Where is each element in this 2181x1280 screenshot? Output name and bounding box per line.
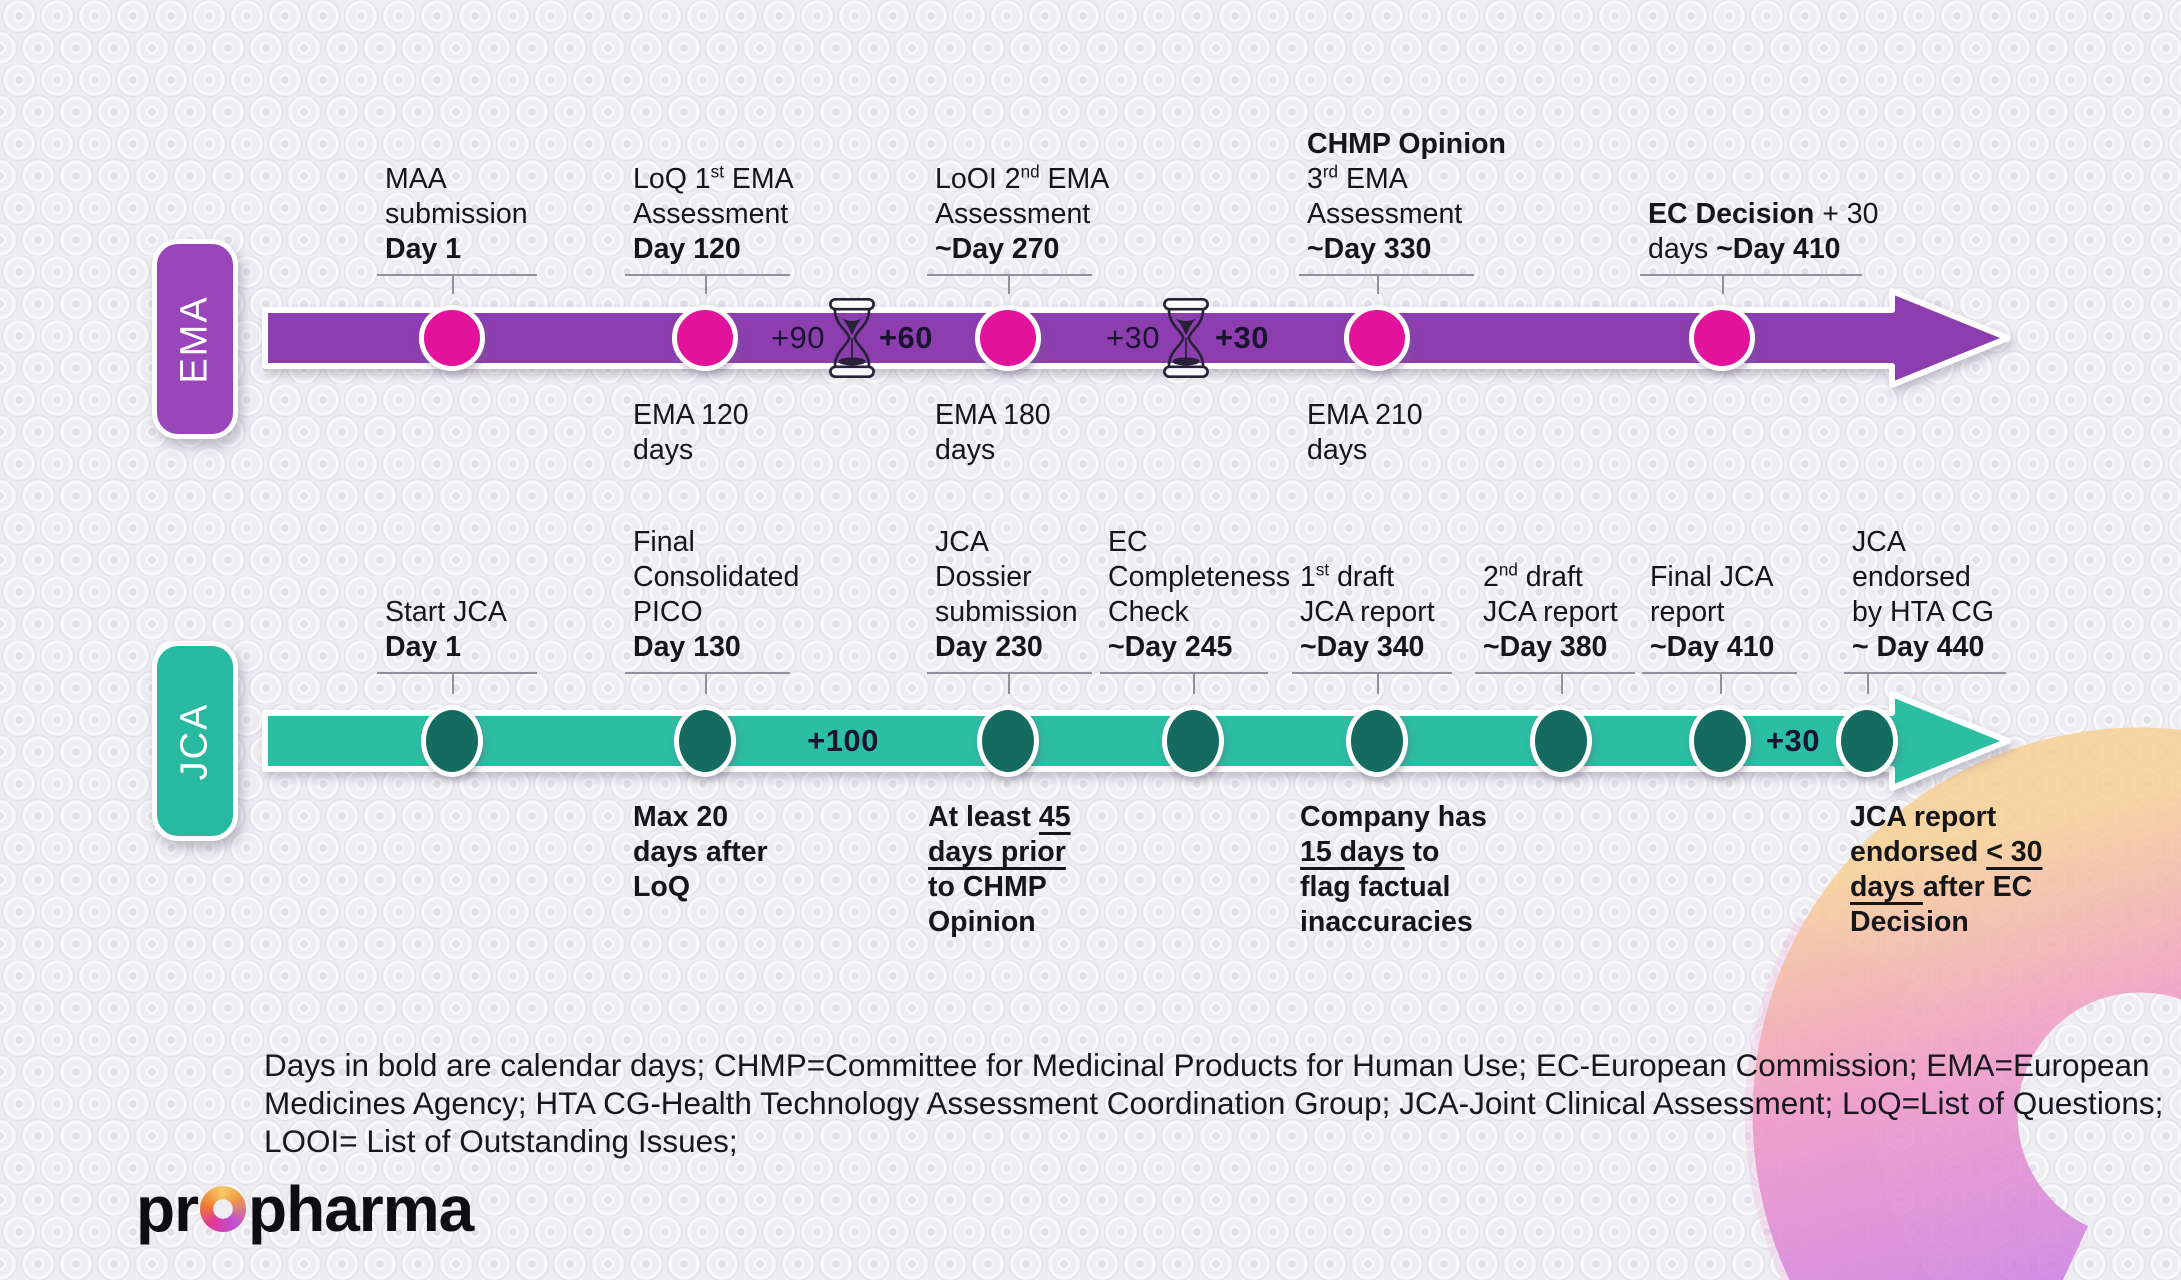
label-text: endorsed — [1850, 836, 1987, 868]
hourglass-icon — [825, 296, 879, 380]
ema-below-note — [935, 398, 1051, 468]
label-text: rd — [1322, 162, 1339, 182]
jca-event-label — [1292, 522, 1452, 674]
label-text: Assessment — [935, 198, 1091, 230]
label-text: JCA — [1852, 526, 1906, 558]
interval-label: +90 — [770, 320, 826, 355]
jca-event-label — [927, 522, 1092, 674]
label-text: ~Day 245 — [1108, 631, 1233, 663]
jca-milestone-node — [1346, 705, 1408, 777]
label-tick — [705, 274, 707, 294]
legend-line: Days in bold are calendar days; CHMP=Committee for Medicinal Products for Human Use; EC-European Commission; EMA=European — [264, 1047, 2150, 1083]
ema-event-label — [1640, 124, 1879, 276]
jca-tab — [152, 641, 238, 841]
logo-text-pre: pr — [136, 1173, 198, 1245]
label-tick — [705, 672, 707, 694]
legend-line: LOOI= List of Outstanding Issues; — [264, 1123, 738, 1159]
logo-text-post: pharma — [248, 1173, 474, 1245]
label-text: ~Day 410 — [1716, 233, 1841, 265]
label-text: LoQ 1 — [633, 163, 711, 195]
label-text: days — [935, 434, 996, 466]
jca-milestone-node — [1162, 705, 1224, 777]
label-text: JCA report — [1850, 801, 1997, 833]
label-text: Day 1 — [385, 233, 462, 265]
ema-milestone-node — [672, 305, 738, 371]
label-text: Company has — [1300, 801, 1487, 833]
label-text: < 30 — [1986, 836, 2043, 868]
label-text: Max 20 — [633, 801, 729, 833]
label-text: 15 days — [1300, 836, 1405, 868]
label-text: JCA report — [1300, 596, 1435, 628]
label-tick — [1377, 274, 1379, 294]
jca-milestone-node — [421, 705, 483, 777]
label-text: to — [1404, 836, 1440, 868]
label-tick — [1193, 672, 1195, 694]
label-tick — [1722, 274, 1724, 294]
label-text: Day 120 — [633, 233, 741, 265]
label-text: days — [1307, 434, 1368, 466]
label-text: days — [1850, 871, 1923, 903]
label-tick — [1377, 672, 1379, 694]
hourglass-icon — [1159, 296, 1213, 380]
label-text: ~ Day 440 — [1852, 631, 1985, 663]
jca-event-label — [1475, 522, 1635, 674]
label-text: nd — [1020, 162, 1040, 182]
jca-milestone-node — [1836, 705, 1898, 777]
ema-tab-label: EMA — [173, 294, 216, 384]
label-text: LoQ — [633, 871, 690, 903]
ema-event-label — [1299, 124, 1506, 276]
jca-event-label — [1844, 522, 2006, 674]
label-text: 1 — [1300, 561, 1316, 593]
jca-milestone-node — [674, 705, 736, 777]
label-text: Assessment — [1307, 198, 1463, 230]
label-text: ~Day 410 — [1650, 631, 1775, 663]
label-text: days — [633, 434, 694, 466]
label-text: 3 — [1307, 163, 1323, 195]
label-text: Completeness — [1108, 561, 1291, 593]
interval-label: +30 — [1765, 723, 1821, 758]
label-tick — [1720, 672, 1722, 694]
label-text: EC Decision — [1648, 198, 1815, 230]
label-tick — [1867, 672, 1869, 694]
ema-tab — [152, 239, 238, 439]
label-text: Day 230 — [935, 631, 1043, 663]
label-text: to CHMP — [928, 871, 1047, 903]
label-text: after EC — [1922, 871, 2033, 903]
label-tick — [1561, 672, 1563, 694]
label-text: At least — [928, 801, 1039, 833]
jca-arrow — [260, 679, 2020, 803]
label-text: ~Day 380 — [1483, 631, 1608, 663]
label-text: st — [710, 162, 724, 182]
label-text: Opinion — [928, 906, 1036, 938]
interval-label: +30 — [1214, 320, 1270, 355]
label-text: Final JCA — [1650, 561, 1774, 593]
jca-milestone-node — [1530, 705, 1592, 777]
swirl-o-icon — [200, 1186, 246, 1232]
label-text: ~Day 340 — [1300, 631, 1425, 663]
label-text: by HTA CG — [1852, 596, 1994, 628]
jca-below-note — [1300, 800, 1487, 940]
jca-below-note — [633, 800, 768, 905]
label-text: draft — [1517, 561, 1583, 593]
label-text: EMA — [723, 163, 794, 195]
label-text: nd — [1498, 560, 1518, 580]
label-text: submission — [385, 198, 528, 230]
label-text: EMA 120 — [633, 399, 749, 431]
jca-event-label — [377, 522, 537, 674]
label-tick — [452, 274, 454, 294]
label-text: Check — [1108, 596, 1189, 628]
label-text: ~Day 270 — [935, 233, 1060, 265]
ema-milestone-node — [1689, 305, 1755, 371]
label-tick — [1008, 672, 1010, 694]
label-text: Final — [633, 526, 695, 558]
label-text: Decision — [1850, 906, 1969, 938]
label-text: Start JCA — [385, 596, 507, 628]
label-tick — [452, 672, 454, 694]
label-text: Day 1 — [385, 631, 462, 663]
jca-event-label — [625, 522, 800, 674]
label-text: report — [1650, 596, 1725, 628]
label-text: JCA report — [1483, 596, 1618, 628]
interval-label: +30 — [1105, 320, 1161, 355]
label-text: EMA — [1338, 163, 1408, 195]
label-text: PICO — [633, 596, 703, 628]
label-text: flag factual — [1300, 871, 1451, 903]
label-text: + 30 — [1814, 198, 1879, 230]
label-text: inaccuracies — [1300, 906, 1473, 938]
label-text: Day 130 — [633, 631, 741, 663]
label-text: endorsed — [1852, 561, 1971, 593]
label-text: 2 — [1483, 561, 1499, 593]
label-text: LoOI 2 — [935, 163, 1021, 195]
label-text: Consolidated — [633, 561, 800, 593]
ema-milestone-node — [419, 305, 485, 371]
label-text: JCA — [935, 526, 989, 558]
label-text: CHMP Opinion — [1307, 128, 1506, 160]
label-text: EMA 180 — [935, 399, 1051, 431]
label-text: draft — [1329, 561, 1395, 593]
propharma-logo — [136, 1172, 473, 1246]
interval-label: +60 — [878, 320, 934, 355]
legend-line: Medicines Agency; HTA CG-Health Technology Assessment Coordination Group; JCA-Joint Clinical Assessment; LoQ=List of Questions; — [264, 1085, 2164, 1121]
legend-text — [264, 1046, 2163, 1160]
label-text: 45 — [1038, 801, 1071, 833]
ema-below-note — [1307, 398, 1423, 468]
ema-event-label — [377, 124, 537, 276]
jca-event-label — [1642, 522, 1797, 674]
jca-tab-label: JCA — [173, 702, 216, 780]
label-text: days prior — [928, 836, 1066, 868]
ema-event-label — [625, 124, 794, 276]
label-text: days after — [633, 836, 768, 868]
ema-event-label — [927, 124, 1110, 276]
label-text: st — [1315, 560, 1330, 580]
label-text: EMA 210 — [1307, 399, 1423, 431]
label-text: days — [1648, 233, 1717, 265]
label-text: MAA — [385, 163, 447, 195]
label-tick — [1008, 274, 1010, 294]
jca-below-note — [1850, 800, 2042, 940]
ema-milestone-node — [1344, 305, 1410, 371]
label-text: ~Day 330 — [1307, 233, 1432, 265]
jca-milestone-node — [1689, 705, 1751, 777]
ema-milestone-node — [975, 305, 1041, 371]
label-text: Assessment — [633, 198, 789, 230]
interval-label: +100 — [807, 723, 879, 758]
jca-milestone-node — [977, 705, 1039, 777]
label-text: submission — [935, 596, 1078, 628]
jca-below-note — [928, 800, 1071, 940]
jca-event-label — [1100, 522, 1291, 674]
label-text: Dossier — [935, 561, 1032, 593]
label-text: EC — [1108, 526, 1148, 558]
label-text: EMA — [1039, 163, 1110, 195]
ema-below-note — [633, 398, 749, 468]
